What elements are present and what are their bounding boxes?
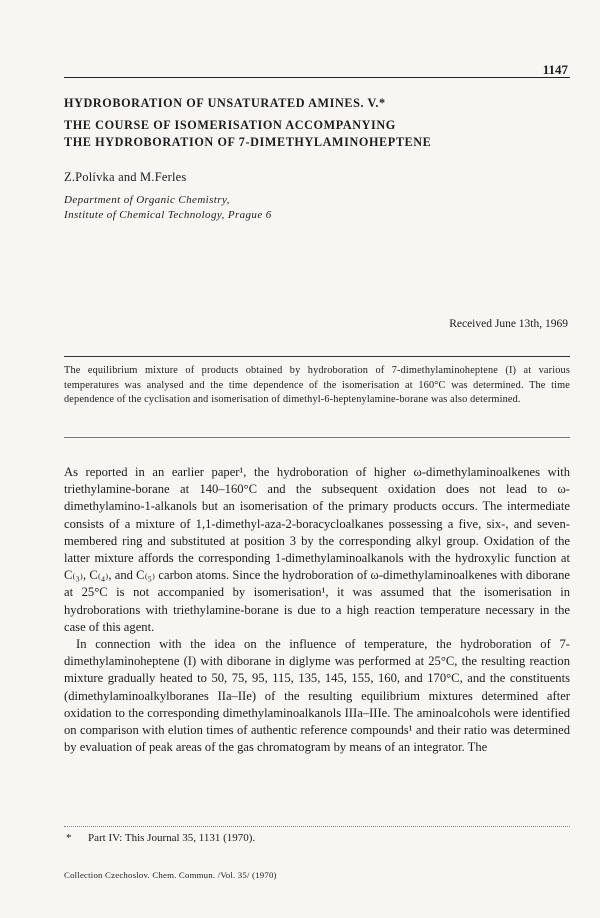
body-text xyxy=(64,464,570,756)
footnote-rule xyxy=(64,826,570,827)
title-line-3: THE HYDROBORATION OF 7-DIMETHYLAMINOHEPTENE xyxy=(64,135,432,149)
article-title xyxy=(64,95,564,151)
author-names: Z.Polívka and M.Ferles xyxy=(64,170,187,184)
abstract: The equilibrium mixture of products obtained by hydroboration of 7-dimethylaminoheptene (I) at various temperatures was analysed and the time dependence of the isomerisation at 160°C was determined. The time dependence of the cyclisation and isomerisation of dimethyl-6-heptenylamine-borane was also determined. xyxy=(64,365,570,405)
title-line-1: HYDROBORATION OF UNSATURATED AMINES. V.* xyxy=(64,96,386,110)
footnote-text: Part IV: This Journal 35, 1131 (1970). xyxy=(88,832,256,844)
header-rule xyxy=(64,77,570,78)
received-date: Received June 13th, 1969 xyxy=(449,318,568,330)
footnote xyxy=(66,832,255,844)
affiliation-department: Department of Organic Chemistry, xyxy=(64,194,230,206)
title-line-2: THE COURSE OF ISOMERISATION ACCOMPANYING xyxy=(64,118,396,132)
abstract-top-rule xyxy=(64,356,570,357)
abstract-bottom-rule xyxy=(64,437,570,438)
journal-footer: Collection Czechoslov. Chem. Commun. /Vol. 35/ (1970) xyxy=(64,870,277,880)
affiliation-institute: Institute of Chemical Technology, Prague 6 xyxy=(64,209,272,221)
footnote-mark: * xyxy=(66,832,72,844)
body-paragraph-1: As reported in an earlier paper¹, the hydroboration of higher ω-dimethylaminoalkenes with triethylamine-borane at 140–160°C and the subsequent oxidation does not lead to ω-dimethylamino-1-alkanols but an isomerisation of the primary products occurs. The intermediate consists of a mixture of 1,1-dimethyl-aza-2-boracycloalkanes possessing a five, six-, and seven-membered ring and substituted at position 3 by the corresponding alkyl group. Oxidation of the latter mixture affords the corresponding 1-dimethylaminoalkanols with the hydroxylic function at C₍₃₎, C₍₄₎, and C₍₅₎ carbon atoms. Since the hydroboration of ω-dimethylaminoalkenes with diborane at 25°C is not accompanied by isomerisation¹, it was assumed that the isomerisation in hydroborations with triethylamine-borane is due to a high reaction temperature necessary in the case of this agent. xyxy=(64,465,570,634)
body-paragraph-2: In connection with the idea on the influence of temperature, the hydroboration of 7-dimethylaminoheptene (I) with diborane in diglyme was performed at 25°C, the resulting reaction mixture gradually heated to 50, 75, 95, 115, 135, 145, 155, 160, and 170°C, and the constituents (dimethylaminoalkylboranes IIa–IIe) of the resulting equilibrium mixtures determined after oxidation to the corresponding dimethylaminoalkanols IIIa–IIIe. The aminoalcohols were identified on comparison with elution times of authentic reference compounds¹ and their ratio was determined by evaluation of peak areas of the gas chromatogram by means of an integrator. The xyxy=(64,637,570,755)
page-number: 1147 xyxy=(542,62,568,77)
